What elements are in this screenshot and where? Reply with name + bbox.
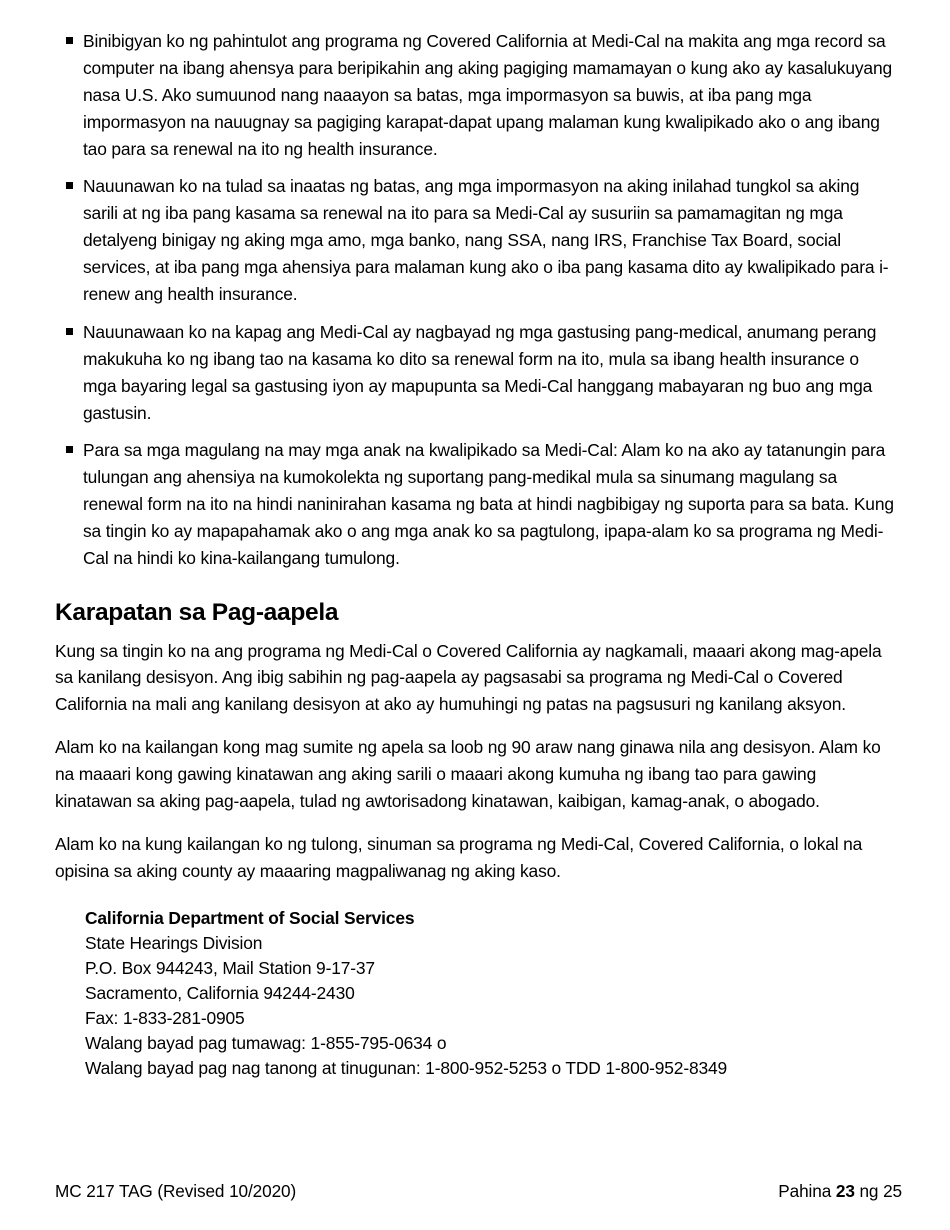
footer-form-id: MC 217 TAG (Revised 10/2020) — [55, 1181, 297, 1201]
appeal-paragraph: Kung sa tingin ko na ang programa ng Medi-Cal o Covered California ay nagkamali, maaari akong mag-apela sa kanilang desisyon. Ang ibig sabihin ng pag-aapela ay pagsasabi sa programa ng Medi-Cal o Covered California na mali ang kanilang desisyon at ako ay humuhingi ng patas na pagsusuri ng kanilang aksyon. — [55, 640, 882, 715]
state-hearings-address-block — [85, 906, 895, 1081]
list-item — [55, 173, 895, 307]
address-line-toll-free-tdd: Walang bayad pag nag tanong at tinugunan: 1-800-952-5253 o TDD 1-800-952-8349 — [85, 1058, 728, 1079]
list-item — [55, 28, 895, 162]
page-footer — [55, 1181, 902, 1202]
address-line-fax: Fax: 1-833-281-0905 — [85, 1007, 245, 1028]
footer-page-prefix: Pahina — [778, 1181, 832, 1201]
square-bullet-icon — [66, 182, 73, 189]
footer-total-pages: 25 — [883, 1181, 902, 1201]
address-line-po-box: P.O. Box 944243, Mail Station 9-17-37 — [85, 957, 375, 978]
list-item — [55, 319, 895, 427]
footer-page-middle: ng — [859, 1181, 879, 1201]
square-bullet-icon — [66, 328, 73, 335]
list-item — [55, 437, 895, 571]
list-item-text: Para sa mga magulang na may mga anak na kwalipikado sa Medi-Cal: Alam ko na ako ay tatanungin para tulungan ang ahensiya na kumokolekta ng suportang pang-medikal mula sa sinumang magulang sa renewal form na ito na hindi naninirahan kasama ng bata at hindi nagbibigay ng suporta para sa bata. Kung sa tingin ko ay mapapahamak ako o ang mga anak ko sa pagtulong, ipapa-alam ko sa programa ng Medi-Cal na hindi ko kina-kailangang tumulong. — [83, 440, 894, 569]
appeal-paragraph: Alam ko na kung kailangan ko ng tulong, sinuman sa programa ng Medi-Cal, Covered California, o lokal na opisina sa aking county ay maaaring magpaliwanag ng aking kaso. — [55, 833, 863, 881]
list-item-text: Binibigyan ko ng pahintulot ang programa ng Covered California at Medi-Cal na makita ang mga record sa computer na ibang ahensya para beripikahin ang aking pagiging mamamayan o kung ako ay kasalukuyang nasa U.S. Ako sumuunod nang naaayon sa batas, mga impormasyon sa buwis, at iba pang mga impormasyon na nauugnay sa pagiging karapat-dapat upang malaman kung kwalipikado ako o ang ibang tao para sa renewal na ito ng health insurance. — [83, 31, 892, 159]
page-content — [55, 28, 895, 1081]
rights-bullet-list — [55, 28, 895, 572]
address-line-city-state-zip: Sacramento, California 94244-2430 — [85, 982, 355, 1003]
address-line-division: State Hearings Division — [85, 932, 263, 953]
list-item-text: Nauunawan ko na tulad sa inaatas ng batas, ang mga impormasyon na aking inilahad tungkol sa aking sarili at ng iba pang kasama sa renewal na ito para sa Medi-Cal ay susuriin sa pamamagitan ng mga detalyeng binigay ng aking mga amo, mga banko, nang SSA, nang IRS, Franchise Tax Board, social services, at iba pang mga ahensiya para malaman kung ako o iba pang kasama dito ay kwalipikado para i-renew ang health insurance. — [83, 176, 889, 305]
appeal-paragraph: Alam ko na kailangan kong mag sumite ng apela sa loob ng 90 araw nang ginawa nila ang desisyon. Alam ko na maaari kong gawing kinatawan ang aking sarili o maaari akong kumuha ng ibang tao para gawing kinatawan sa aking pag-aapela, tulad ng awtorisadong kinatawan, kaibigan, kamag-anak, o abogado. — [55, 737, 881, 811]
square-bullet-icon — [66, 37, 73, 44]
footer-page-number — [778, 1181, 902, 1202]
list-item-text: Nauunawaan ko na kapag ang Medi-Cal ay nagbayad ng mga gastusing pang-medical, anumang perang makukuha ko ng ibang tao na kasama ko dito sa renewal form na ito, mula sa ibang health insurance o mga bayaring legal sa gastusing iyon ay mapupunta sa Medi-Cal hanggang mabayaran ng buo ang mga gastusin. — [83, 321, 877, 423]
footer-current-page: 23 — [835, 1181, 855, 1201]
section-heading-appeal-rights: Karapatan sa Pag-aapela — [55, 598, 339, 626]
square-bullet-icon — [66, 446, 73, 453]
address-line-toll-free-call: Walang bayad pag tumawag: 1-855-795-0634 o — [85, 1032, 447, 1053]
address-line-agency: California Department of Social Services — [85, 907, 415, 928]
